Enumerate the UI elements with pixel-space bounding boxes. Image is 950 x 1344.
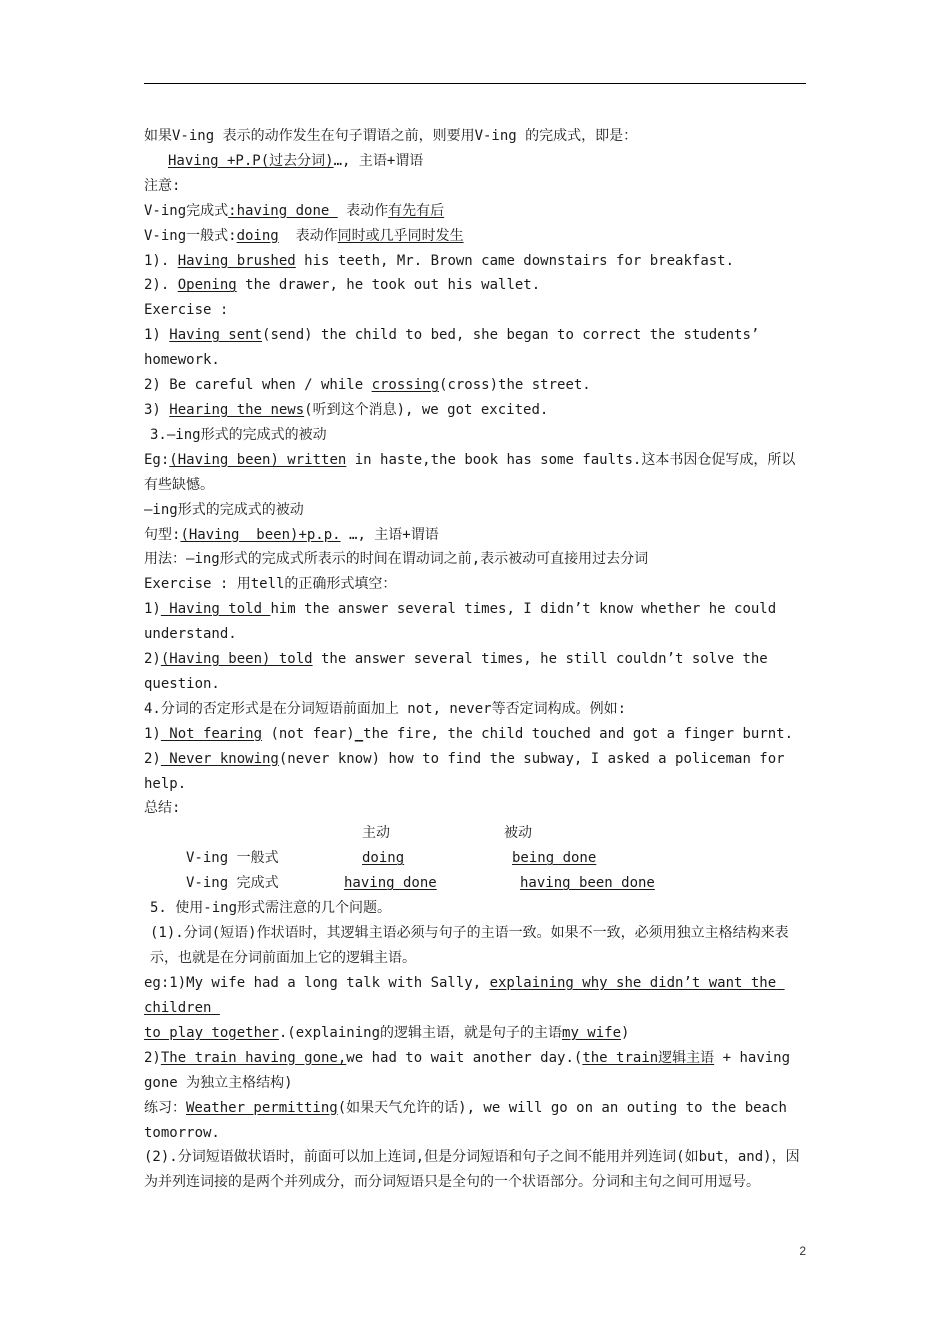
text-span: (not fear) [262,725,355,742]
text-span: …, 主语+谓语 [333,152,424,169]
text-span: 1) [144,327,170,344]
text-line [144,273,806,298]
text-line: –ing形式的完成式的被动 [144,501,304,518]
summary-table [144,821,806,896]
underlined-answer: explaining why she didn’t want the children [144,975,785,1016]
text-span: 2) [144,1049,161,1066]
text-span: 1) [144,601,161,618]
text-span: the answer several times, he still couldn’t solve the question. [144,651,777,692]
text-span: V-ing一般式: [144,227,237,244]
table-cell: having done [344,875,437,892]
underlined-answer: (Having been) written [169,451,347,468]
header-rule [144,83,806,84]
text-line: 用法：–ing形式的完成式所表示的时间在谓动词之前,表示被动可直接用过去分词 [144,551,649,568]
text-line [144,224,806,249]
text-span: 句型: [144,526,181,543]
text-span: V-ing完成式 [144,202,229,219]
text-span: the fire, the child touched and got a finger burnt. [363,725,794,742]
text-span: …, 主语+谓语 [340,526,439,543]
text-span: his teeth, Mr. Brown came downstairs for breakfast. [295,252,735,269]
underlined-answer: Hearing the news [169,401,305,418]
text-span: (never know) how to find the subway, I asked a policeman for help. [144,750,794,792]
text-line [144,971,806,1021]
table-row-label: V-ing 一般式 [186,850,279,867]
text-line [144,149,806,174]
text-line [144,323,806,373]
text-span: 1) [144,725,161,742]
text-line: Exercise : 用tell的正确形式填空： [144,576,397,593]
text-span: him the answer several times, I didn’t know whether he could understand. [144,601,785,643]
section-heading: 4.分词的否定形式是在分词短语前面加上 not, never等否定词构成。例如: [144,700,627,717]
text-span: .(explaining的逻辑主语，就是句子的主语 [278,1024,563,1041]
underlined-answer: doing [236,227,279,244]
section-heading: 3.–ing形式的完成式的被动 [150,426,327,443]
text-span: 2) [144,750,161,767]
text-line: (1).分词(短语)作状语时，其逻辑主语必须与句子的主语一致。如果不一致，必须用独立主格结构来表示，也就是在分词前面加上它的逻辑主语。 [150,925,789,967]
text-span: 2). [144,277,178,294]
table-header-active: 主动 [362,825,390,842]
text-line [144,747,806,797]
text-span: (如果天气允许的话), we will go on an outing to the beach tomorrow. [144,1099,796,1141]
text-line [144,647,806,697]
text-span: eg:1)My wife had a long talk with Sally, [144,975,490,992]
text-line [144,448,806,498]
underlined-answer: (Having been)+p.p. [180,526,341,543]
text-span: the drawer, he took out his wallet. [236,277,541,294]
text-span: 1). [144,252,178,269]
text-span: (听到这个消息), we got excited. [304,401,549,418]
table-cell: doing [362,850,405,867]
text-span: we had to wait another day.( [346,1049,583,1066]
text-line [144,523,806,548]
section-heading: 5. 使用-ing形式需注意的几个问题。 [150,900,392,917]
text-span: 2) [144,651,161,668]
text-span: 2) Be careful when / while [144,377,372,394]
underlined-answer: 有先有后 [388,202,445,219]
underlined-answer: Never knowing [160,750,279,767]
text-span: 3) [144,401,170,418]
underlined-answer: Opening [177,277,237,294]
underlined-answer: :having done [228,202,338,219]
underlined-answer: to play together [144,1024,279,1041]
text-line: 如果V-ing 表示的动作发生在句子谓语之前，则要用V-ing 的完成式，即是： [144,128,638,144]
text-span: 表动作 [337,202,389,219]
underlined-answer: Not fearing [160,725,263,742]
underlined-answer: (Having been) told [160,651,313,668]
underlined-answer: Weather permitting [186,1099,338,1116]
text-span: ) [621,1024,630,1041]
text-line [144,1021,806,1046]
text-line: Exercise : [144,302,229,319]
text-span: 表动作 [278,227,338,244]
text-line: 总结: [144,800,181,817]
text-span: + having gone 为独立主格结构) [144,1049,799,1091]
text-line: (2).分词短语做状语时，前面可以加上连词,但是分词短语和句子之间不能用并列连词(如but，and)，因为并列连词接的是两个并列成分，而分词短语只是全句的一个状语部分。分词和主句之间可用逗号。 [144,1149,800,1191]
underlined-answer: 同时或几乎同时发生 [337,227,464,244]
text-line [144,249,806,274]
text-span: (cross)the street. [439,377,591,394]
underlined-answer: Having +P.P(过去分词) [168,152,334,169]
underlined-answer: The train having gone, [160,1049,347,1066]
text-line [144,373,806,398]
text-span: in haste,the book has some faults.这本书因仓促写成，所以有些缺憾。 [144,451,796,493]
table-row-label: V-ing 完成式 [186,875,279,892]
text-line [144,1096,806,1146]
text-line [144,722,806,747]
underlined-answer: my wife [562,1024,622,1041]
text-line [144,199,806,224]
table-cell: being done [512,850,597,867]
underlined-answer: the train逻辑主语 [582,1049,715,1066]
underlined-answer: crossing [371,377,440,394]
table-header-passive: 被动 [504,825,532,842]
text-line: 注意: [144,177,181,194]
text-span: 练习： [144,1099,186,1116]
underlined-answer: Having told [160,601,271,618]
text-line [144,398,806,423]
underlined-answer: Having sent [169,327,263,344]
underlined-answer: _ [354,725,364,742]
document-body [144,124,806,1195]
page-number: 2 [799,1244,806,1258]
text-span: (send) the child to bed, she began to correct the students’ homework. [144,327,768,369]
underlined-answer: Having brushed [177,252,296,269]
table-cell: having been done [520,875,655,892]
text-line [144,1046,806,1096]
text-line [144,597,806,647]
text-span: Eg: [144,451,170,468]
